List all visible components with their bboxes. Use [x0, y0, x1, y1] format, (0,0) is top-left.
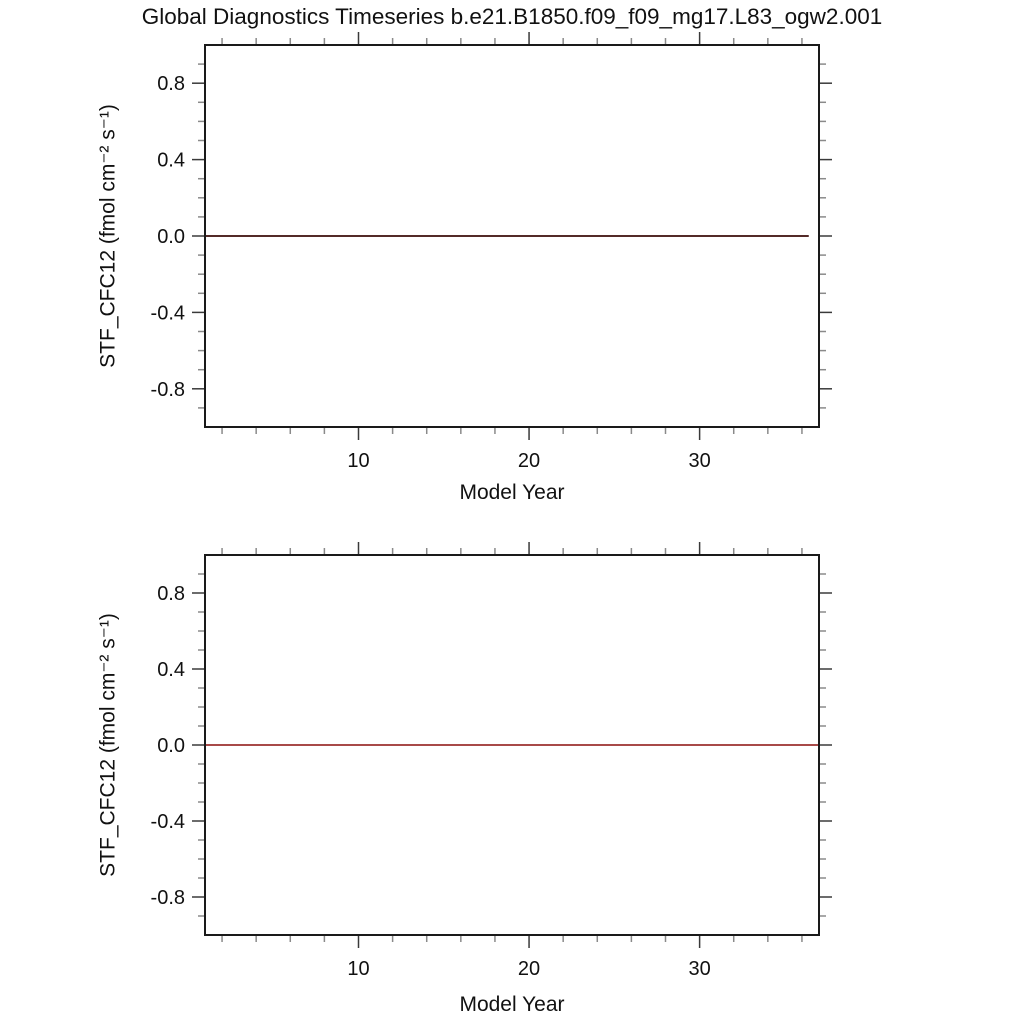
y-axis-label-top: STF_CFC12 (fmol cm⁻² s⁻¹): [96, 104, 120, 368]
x-tick-label: 20: [517, 450, 541, 472]
y-tick-label: 0.0: [157, 226, 185, 248]
x-tick-label: 30: [688, 450, 711, 472]
x-tick-label: 10: [347, 450, 370, 472]
x-tick-label: 20: [517, 958, 541, 980]
y-tick-label: 0.8: [157, 73, 185, 96]
x-axis-label-bottom: Model Year: [459, 993, 565, 1016]
y-tick-label: -0.8: [150, 887, 185, 909]
x-tick-label: 10: [347, 958, 370, 980]
y-tick-label: 0.4: [157, 149, 185, 172]
x-tick-label: 30: [688, 958, 711, 980]
y-tick-label: -0.4: [150, 811, 185, 833]
y-tick-label: 0.4: [157, 659, 185, 681]
y-tick-label: 0.8: [157, 583, 185, 605]
timeseries-panel-bottom: [0, 512, 1024, 1024]
chart-title: Global Diagnostics Timeseries b.e21.B1850.f09_f09_mg17.L83_ogw2.001: [141, 4, 883, 29]
x-axis-label-top: Model Year: [459, 481, 565, 504]
y-tick-label: -0.4: [150, 302, 185, 325]
y-axis-label-bottom: STF_CFC12 (fmol cm⁻² s⁻¹): [96, 613, 120, 877]
y-tick-label: 0.0: [157, 735, 185, 757]
y-tick-label: -0.8: [150, 378, 185, 401]
